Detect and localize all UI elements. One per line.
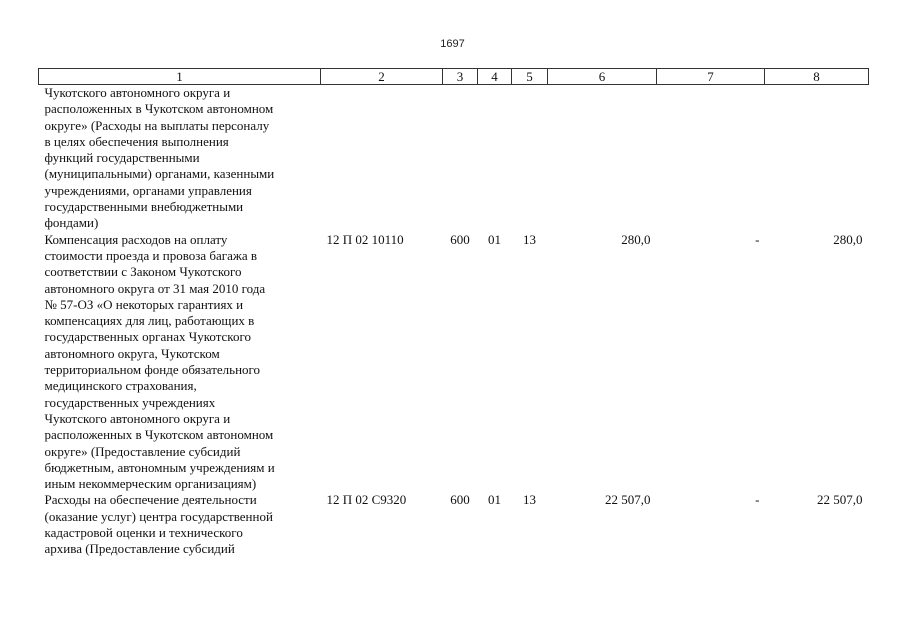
row-code: 12 П 02 С9320 xyxy=(326,492,407,508)
column-header: 1 xyxy=(39,69,321,85)
row-podrazdel: 13 xyxy=(523,492,536,508)
row-podrazdel: 13 xyxy=(523,231,536,247)
table-row xyxy=(39,492,869,557)
table-row xyxy=(39,85,869,232)
column-header: 8 xyxy=(765,69,869,85)
column-header: 4 xyxy=(478,69,512,85)
row-code xyxy=(321,85,443,232)
row-description: Компенсация расходов на оплату стоимости проезда и провоза багажа в соответствии с Законом Чукотского автономного округа от 31 мая 2010 года № 57-ОЗ «О некоторых гарантиях и компенсациях для лиц, работающих в государственных органах Чукотского автономного округа, Чукотском территориальном фонде обязательного медицинского страхования, государственных учреждениях Чукотского автономного округа и расположенных в Чукотском автономном округе» (Предоставление субсидий бюджетным, автономным учреждениям и иным некоммерческим организациям) xyxy=(44,231,275,492)
column-header: 6 xyxy=(548,69,657,85)
column-header: 2 xyxy=(321,69,443,85)
row-vid: 600 xyxy=(450,492,470,508)
row-podrazdel xyxy=(512,85,548,232)
row-amount-7 xyxy=(657,85,765,232)
table-row xyxy=(39,232,869,493)
row-razdel xyxy=(478,85,512,232)
column-header: 7 xyxy=(657,69,765,85)
row-description: Расходы на обеспечение деятельности (оказание услуг) центра государственной кадастровой оценки и технического архива (Предоставление субсидий xyxy=(44,492,273,557)
row-amount-6: 280,0 xyxy=(621,231,651,247)
row-razdel: 01 xyxy=(488,231,501,247)
row-amount-7: - xyxy=(755,492,760,508)
budget-table xyxy=(38,68,869,558)
row-razdel: 01 xyxy=(488,492,501,508)
column-header: 5 xyxy=(512,69,548,85)
row-amount-6: 22 507,0 xyxy=(605,492,651,508)
row-amount-8: 22 507,0 xyxy=(817,492,863,508)
row-amount-8: 280,0 xyxy=(833,231,863,247)
row-description: Чукотского автономного округа и расположенных в Чукотском автономном округе» (Расходы на выплаты персоналу в целях обеспечения выполнения функций государственными (муниципальными) органами, казенными учреждениями, органами управления государственными внебюджетными фондами) xyxy=(44,85,275,231)
row-code: 12 П 02 10110 xyxy=(326,231,404,247)
column-number-row xyxy=(39,69,869,85)
column-header: 3 xyxy=(443,69,478,85)
row-vid xyxy=(443,85,478,232)
row-amount-7: - xyxy=(755,231,760,247)
row-amount-6 xyxy=(548,85,657,232)
row-vid: 600 xyxy=(450,231,470,247)
page-number: 1697 xyxy=(440,38,465,50)
row-amount-8 xyxy=(765,85,869,232)
